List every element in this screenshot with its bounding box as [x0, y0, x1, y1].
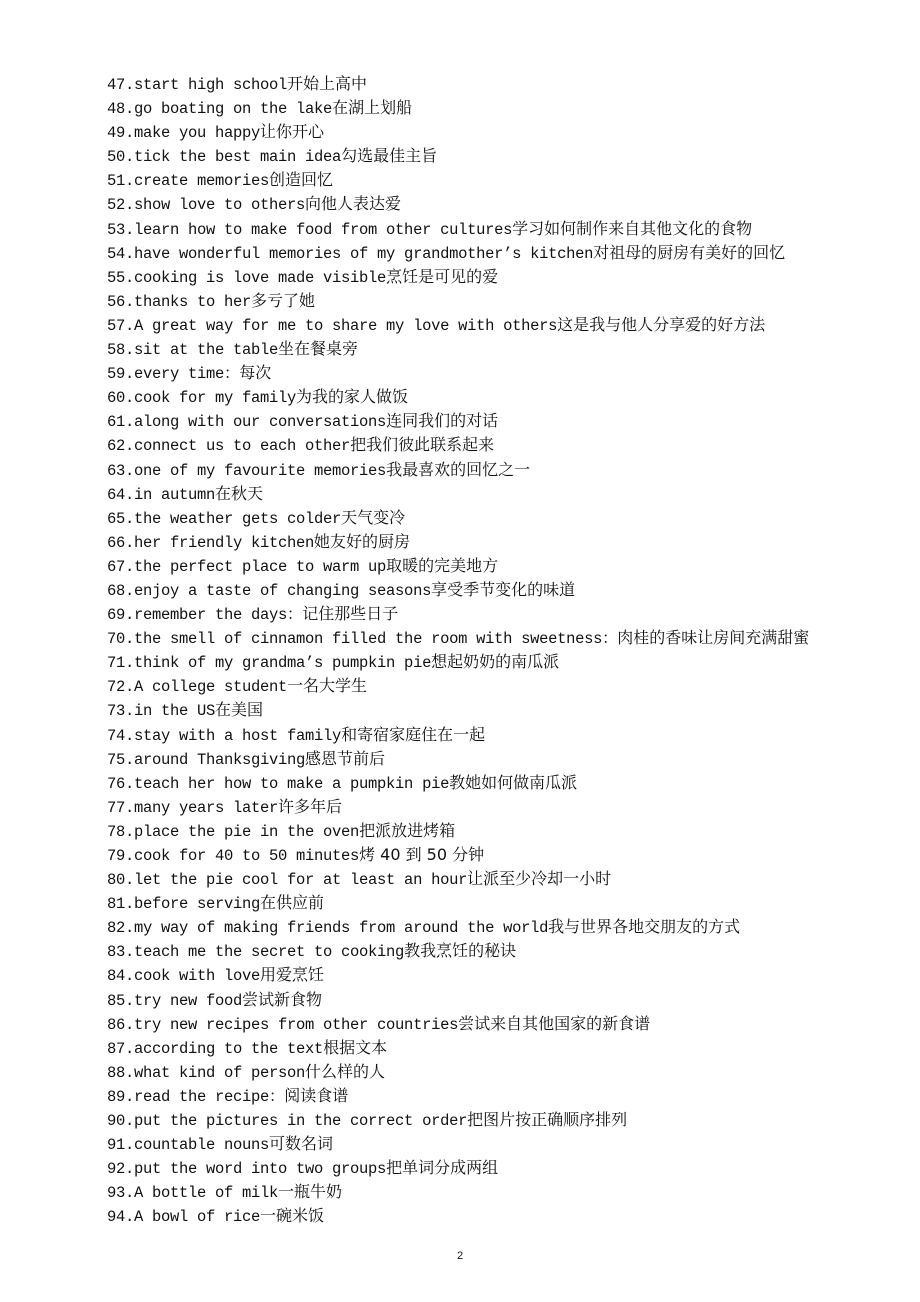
item-english [107, 269, 386, 287]
item-number: 66. [107, 533, 135, 552]
item-english [107, 365, 239, 383]
item-phrase: stay with a host family [134, 726, 342, 745]
item-chinese: 在美国 [215, 700, 264, 720]
item-chinese: 可数名词 [269, 1134, 334, 1154]
item-phrase: cook with love [134, 967, 261, 986]
item-number: 81. [107, 895, 135, 914]
item-phrase: connect us to each other [134, 437, 351, 456]
item-number: 89. [107, 1087, 135, 1106]
item-chinese: 烤 40 到 50 分钟 [359, 845, 485, 864]
item-phrase: the smell of cinnamon filled the room with sweetness： [134, 630, 618, 649]
item-english [107, 1088, 284, 1106]
item-english [107, 727, 341, 745]
list-item [107, 867, 809, 891]
item-english [107, 534, 314, 552]
item-number: 52. [107, 196, 135, 215]
item-english [107, 76, 287, 94]
item-chinese: 尝试新食物 [242, 989, 323, 1009]
item-number: 80. [107, 871, 135, 890]
item-chinese: 想起奶奶的南瓜派 [431, 652, 560, 672]
item-english [107, 245, 593, 263]
list-item [107, 698, 809, 722]
item-chinese: 把图片按正确顺序排列 [467, 1110, 628, 1130]
item-phrase: tick the best main idea [134, 148, 342, 167]
list-item [107, 819, 809, 843]
item-number: 67. [107, 557, 135, 576]
item-chinese: 这是我与他人分享爱的好方法 [557, 314, 766, 334]
list-item [107, 650, 809, 674]
list-item [107, 530, 809, 554]
list-item [107, 843, 809, 867]
item-chinese: 让你开心 [260, 122, 325, 142]
item-phrase: thanks to her [134, 292, 252, 311]
item-number: 93. [107, 1184, 135, 1203]
item-chinese: 在秋天 [215, 483, 264, 503]
item-number: 47. [107, 76, 135, 94]
list-item [107, 795, 809, 819]
item-chinese: 为我的家人做饭 [296, 387, 409, 407]
item-phrase: try new recipes from other countries [134, 1015, 459, 1034]
item-phrase: enjoy a taste of changing seasons [134, 581, 432, 600]
item-english [107, 799, 278, 817]
list-item [107, 72, 809, 96]
item-chinese: 烹饪是可见的爱 [386, 266, 499, 286]
list-item [107, 120, 809, 144]
list-item [107, 1180, 809, 1204]
item-chinese: 连同我们的对话 [386, 411, 499, 431]
item-english [107, 943, 404, 961]
item-english [107, 293, 251, 311]
item-english [107, 992, 242, 1010]
item-english [107, 702, 215, 720]
item-chinese: 我与世界各地交朋友的方式 [548, 917, 741, 937]
item-phrase: A great way for me to share my love with others [134, 316, 558, 335]
list-item [107, 988, 809, 1012]
list-item [107, 144, 809, 168]
item-chinese: 向他人表达爱 [305, 194, 402, 214]
item-phrase: in the US [134, 702, 216, 721]
item-chinese: 肉桂的香味让房间充满甜蜜 [617, 628, 810, 648]
item-phrase: put the pictures in the correct order [134, 1112, 468, 1131]
item-chinese: 对祖母的厨房有美好的回忆 [593, 242, 786, 262]
item-english [107, 775, 449, 793]
item-number: 76. [107, 774, 135, 793]
item-phrase: every time： [134, 365, 240, 384]
list-item [107, 747, 809, 771]
item-number: 74. [107, 726, 135, 745]
list-item [107, 771, 809, 795]
item-chinese: 在湖上划船 [332, 98, 413, 118]
item-chinese: 在供应前 [260, 893, 325, 913]
item-phrase: think of my grandma’s pumpkin pie [134, 654, 432, 673]
item-number: 51. [107, 172, 135, 191]
item-english [107, 919, 548, 937]
item-phrase: start high school [134, 76, 288, 94]
item-number: 82. [107, 919, 135, 938]
list-item [107, 409, 809, 433]
item-chinese: 多亏了她 [251, 290, 316, 310]
item-number: 84. [107, 967, 135, 986]
item-number: 92. [107, 1160, 135, 1179]
item-english [107, 871, 467, 889]
item-english [107, 678, 287, 696]
item-phrase: my way of making friends from around the world [134, 919, 549, 938]
item-phrase: learn how to make food from other cultures [134, 220, 513, 239]
item-number: 55. [107, 268, 135, 287]
item-number: 58. [107, 341, 135, 360]
list-item [107, 361, 809, 385]
list-item [107, 433, 809, 457]
item-english [107, 1040, 323, 1058]
item-english [107, 606, 302, 624]
item-english [107, 341, 278, 359]
item-number: 50. [107, 148, 135, 167]
item-chinese: 让派至少冷却一小时 [467, 869, 612, 889]
item-phrase: read the recipe： [134, 1087, 285, 1106]
item-chinese: 用爱烹饪 [260, 965, 325, 985]
item-chinese: 尝试来自其他国家的新食谱 [458, 1013, 651, 1033]
item-phrase: what kind of person [134, 1063, 306, 1082]
item-phrase: according to the text [134, 1039, 324, 1058]
item-number: 88. [107, 1063, 135, 1082]
item-number: 73. [107, 702, 135, 721]
item-english [107, 847, 359, 865]
item-phrase: go boating on the lake [134, 100, 333, 119]
list-item [107, 1156, 809, 1180]
item-phrase: teach her how to make a pumpkin pie [134, 774, 450, 793]
list-item [107, 289, 809, 313]
item-english [107, 895, 260, 913]
item-chinese: 教我烹饪的秘诀 [404, 941, 517, 961]
list-item [107, 891, 809, 915]
item-number: 54. [107, 244, 135, 263]
item-english [107, 413, 386, 431]
item-phrase: along with our conversations [134, 413, 387, 432]
item-phrase: create memories [134, 172, 270, 191]
item-number: 86. [107, 1015, 135, 1034]
item-english [107, 1064, 305, 1082]
item-chinese: 一名大学生 [287, 676, 368, 696]
item-number: 78. [107, 822, 135, 841]
item-chinese: 许多年后 [278, 796, 343, 816]
item-number: 53. [107, 220, 135, 239]
list-item [107, 482, 809, 506]
item-english [107, 654, 431, 672]
item-english [107, 751, 305, 769]
item-chinese: 教她如何做南瓜派 [449, 772, 578, 792]
list-item [107, 1036, 809, 1060]
item-phrase: show love to others [134, 196, 306, 215]
item-chinese: 把派放进烤箱 [359, 820, 456, 840]
list-item [107, 1108, 809, 1132]
item-number: 70. [107, 630, 135, 649]
item-phrase: cook for 40 to 50 minutes [134, 847, 360, 865]
item-phrase: make you happy [134, 124, 261, 143]
list-item [107, 241, 809, 265]
vocabulary-list [107, 72, 809, 1229]
list-item [107, 939, 809, 963]
list-item [107, 602, 809, 626]
item-chinese: 一碗米饭 [260, 1206, 325, 1226]
list-item [107, 265, 809, 289]
item-phrase: the perfect place to warm up [134, 557, 387, 576]
item-chinese: 她友好的厨房 [314, 531, 411, 551]
item-number: 57. [107, 316, 135, 335]
list-item [107, 458, 809, 482]
item-chinese: 把单词分成两组 [386, 1158, 499, 1178]
item-number: 85. [107, 991, 135, 1010]
item-phrase: A bowl of rice [134, 1208, 261, 1227]
item-phrase: many years later [134, 798, 279, 817]
item-english [107, 148, 341, 166]
list-item [107, 578, 809, 602]
item-chinese: 阅读食谱 [284, 1085, 349, 1105]
item-number: 71. [107, 654, 135, 673]
item-number: 65. [107, 509, 135, 528]
item-chinese: 根据文本 [323, 1037, 388, 1057]
list-item [107, 963, 809, 987]
item-phrase: sit at the table [134, 341, 279, 360]
item-phrase: teach me the secret to cooking [134, 943, 405, 962]
item-phrase: let the pie cool for at least an hour [134, 871, 468, 890]
item-number: 90. [107, 1112, 135, 1131]
item-chinese: 记住那些日子 [302, 604, 399, 624]
list-item [107, 1060, 809, 1084]
item-chinese: 每次 [239, 363, 272, 383]
item-english [107, 582, 431, 600]
item-english [107, 172, 269, 190]
item-chinese: 什么样的人 [305, 1061, 386, 1081]
item-chinese: 开始上高中 [287, 74, 368, 93]
list-item [107, 1132, 809, 1156]
item-english [107, 1184, 278, 1202]
list-item [107, 313, 809, 337]
item-english [107, 1112, 467, 1130]
item-english [107, 1136, 269, 1154]
item-english [107, 437, 350, 455]
item-number: 75. [107, 750, 135, 769]
item-number: 60. [107, 389, 135, 408]
item-number: 59. [107, 365, 135, 384]
item-phrase: have wonderful memories of my grandmother’s kitchen [134, 244, 594, 263]
item-number: 83. [107, 943, 135, 962]
list-item [107, 96, 809, 120]
item-chinese: 坐在餐桌旁 [278, 339, 359, 359]
list-item [107, 385, 809, 409]
item-number: 61. [107, 413, 135, 432]
item-chinese: 学习如何制作来自其他文化的食物 [512, 218, 753, 238]
item-chinese: 取暖的完美地方 [386, 555, 499, 575]
item-number: 49. [107, 124, 135, 143]
list-item [107, 1204, 809, 1228]
item-number: 91. [107, 1136, 135, 1155]
item-english [107, 100, 332, 118]
item-chinese: 天气变冷 [341, 507, 406, 527]
item-english [107, 1016, 458, 1034]
item-english [107, 317, 557, 335]
item-phrase: before serving [134, 895, 261, 914]
item-phrase: remember the days： [134, 606, 303, 625]
item-english [107, 558, 386, 576]
item-phrase: one of my favourite memories [134, 461, 387, 480]
list-item [107, 168, 809, 192]
item-english [107, 389, 296, 407]
item-number: 69. [107, 606, 135, 625]
item-number: 72. [107, 678, 135, 697]
item-number: 56. [107, 292, 135, 311]
list-item [107, 217, 809, 241]
list-item [107, 1012, 809, 1036]
list-item [107, 915, 809, 939]
item-english [107, 1160, 386, 1178]
item-number: 87. [107, 1039, 135, 1058]
item-phrase: A bottle of milk [134, 1184, 279, 1203]
item-number: 79. [107, 847, 135, 865]
item-chinese: 把我们彼此联系起来 [350, 435, 495, 455]
list-item [107, 626, 809, 650]
item-number: 77. [107, 798, 135, 817]
item-chinese: 我最喜欢的回忆之一 [386, 459, 531, 479]
item-phrase: her friendly kitchen [134, 533, 315, 552]
item-number: 64. [107, 485, 135, 504]
item-phrase: cook for my family [134, 389, 297, 408]
item-english [107, 124, 260, 142]
list-item [107, 506, 809, 530]
item-english [107, 486, 215, 504]
item-english [107, 196, 305, 214]
item-number: 68. [107, 581, 135, 600]
item-phrase: in autumn [134, 485, 216, 504]
item-phrase: cooking is love made visible [134, 268, 387, 287]
item-phrase: countable nouns [134, 1136, 270, 1155]
item-chinese: 一瓶牛奶 [278, 1182, 343, 1202]
list-item [107, 674, 809, 698]
list-item [107, 1084, 809, 1108]
item-number: 63. [107, 461, 135, 480]
item-phrase: the weather gets colder [134, 509, 342, 528]
item-phrase: around Thanksgiving [134, 750, 306, 769]
item-number: 94. [107, 1208, 135, 1227]
item-chinese: 享受季节变化的味道 [431, 579, 576, 599]
item-number: 48. [107, 100, 135, 119]
item-chinese: 勾选最佳主旨 [341, 146, 438, 166]
list-item [107, 723, 809, 747]
page-number: 2 [456, 1250, 464, 1262]
list-item [107, 554, 809, 578]
item-english [107, 1208, 260, 1226]
list-item [107, 337, 809, 361]
item-phrase: try new food [134, 991, 243, 1010]
item-phrase: put the word into two groups [134, 1160, 387, 1179]
item-english [107, 823, 359, 841]
item-english [107, 221, 512, 239]
item-phrase: place the pie in the oven [134, 822, 360, 841]
item-english [107, 630, 617, 648]
item-english [107, 462, 386, 480]
item-chinese: 和寄宿家庭住在一起 [341, 724, 486, 744]
item-chinese: 创造回忆 [269, 170, 334, 190]
item-phrase: A college student [134, 678, 288, 697]
list-item [107, 192, 809, 216]
item-chinese: 感恩节前后 [305, 748, 386, 768]
item-number: 62. [107, 437, 135, 456]
item-english [107, 967, 260, 985]
item-english [107, 510, 341, 528]
